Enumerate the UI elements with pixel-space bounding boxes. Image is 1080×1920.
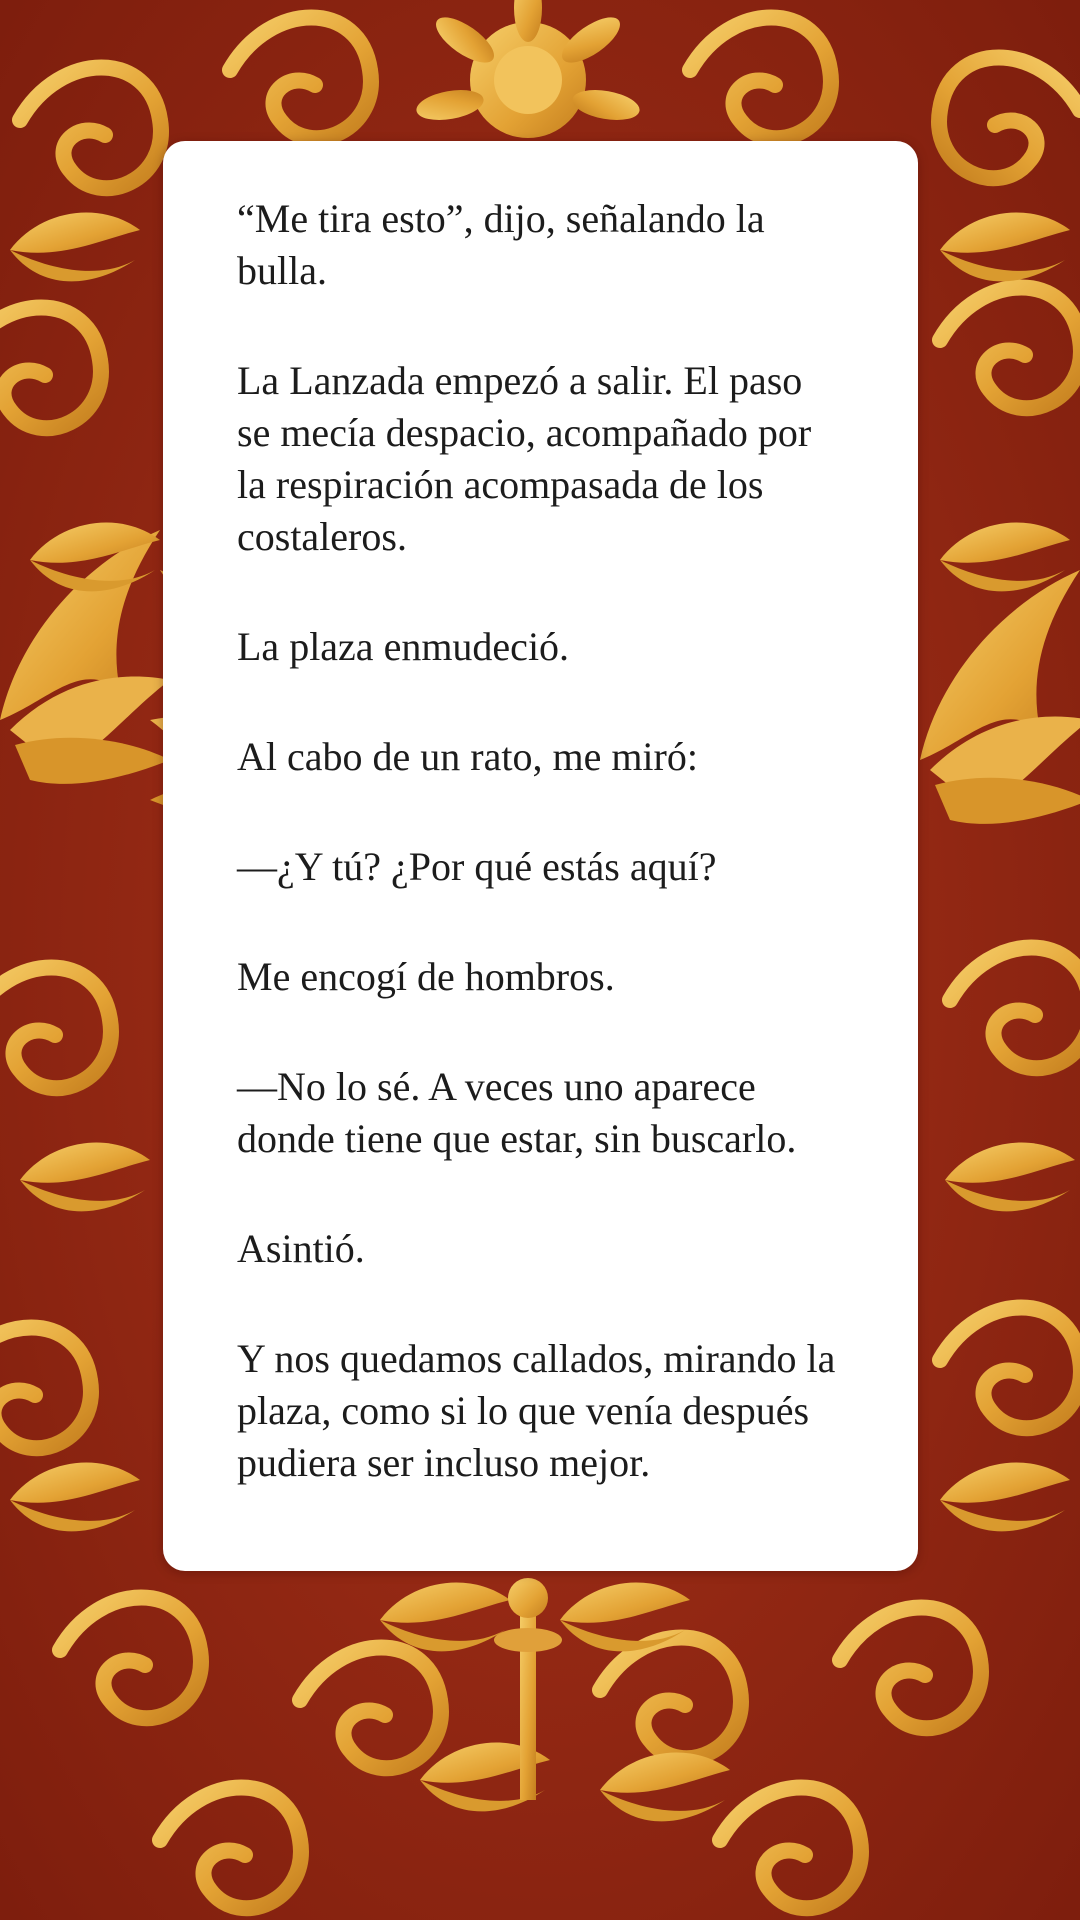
story-paragraph: Al cabo de un rato, me miró:: [237, 734, 698, 779]
story-paragraph: Asintió.: [237, 1226, 365, 1271]
story-paragraph: “Me tira esto”, dijo, señalando la bulla.: [237, 196, 765, 293]
story-paragraph: —No lo sé. A veces uno aparece donde tiene que estar, sin buscarlo.: [237, 1064, 797, 1161]
story-paragraph: Me encogí de hombros.: [237, 954, 615, 999]
story-paragraph: —¿Y tú? ¿Por qué estás aquí?: [237, 844, 717, 889]
story-card: [163, 141, 918, 1571]
story-paragraph: Y nos quedamos callados, mirando la plaza, como si lo que venía después pudiera ser incluso mejor.: [237, 1336, 836, 1485]
story-paragraph: La Lanzada empezó a salir. El paso se mecía despacio, acompañado por la respiración acompasada de los costaleros.: [237, 358, 812, 559]
story-paragraph: La plaza enmudeció.: [237, 624, 570, 669]
